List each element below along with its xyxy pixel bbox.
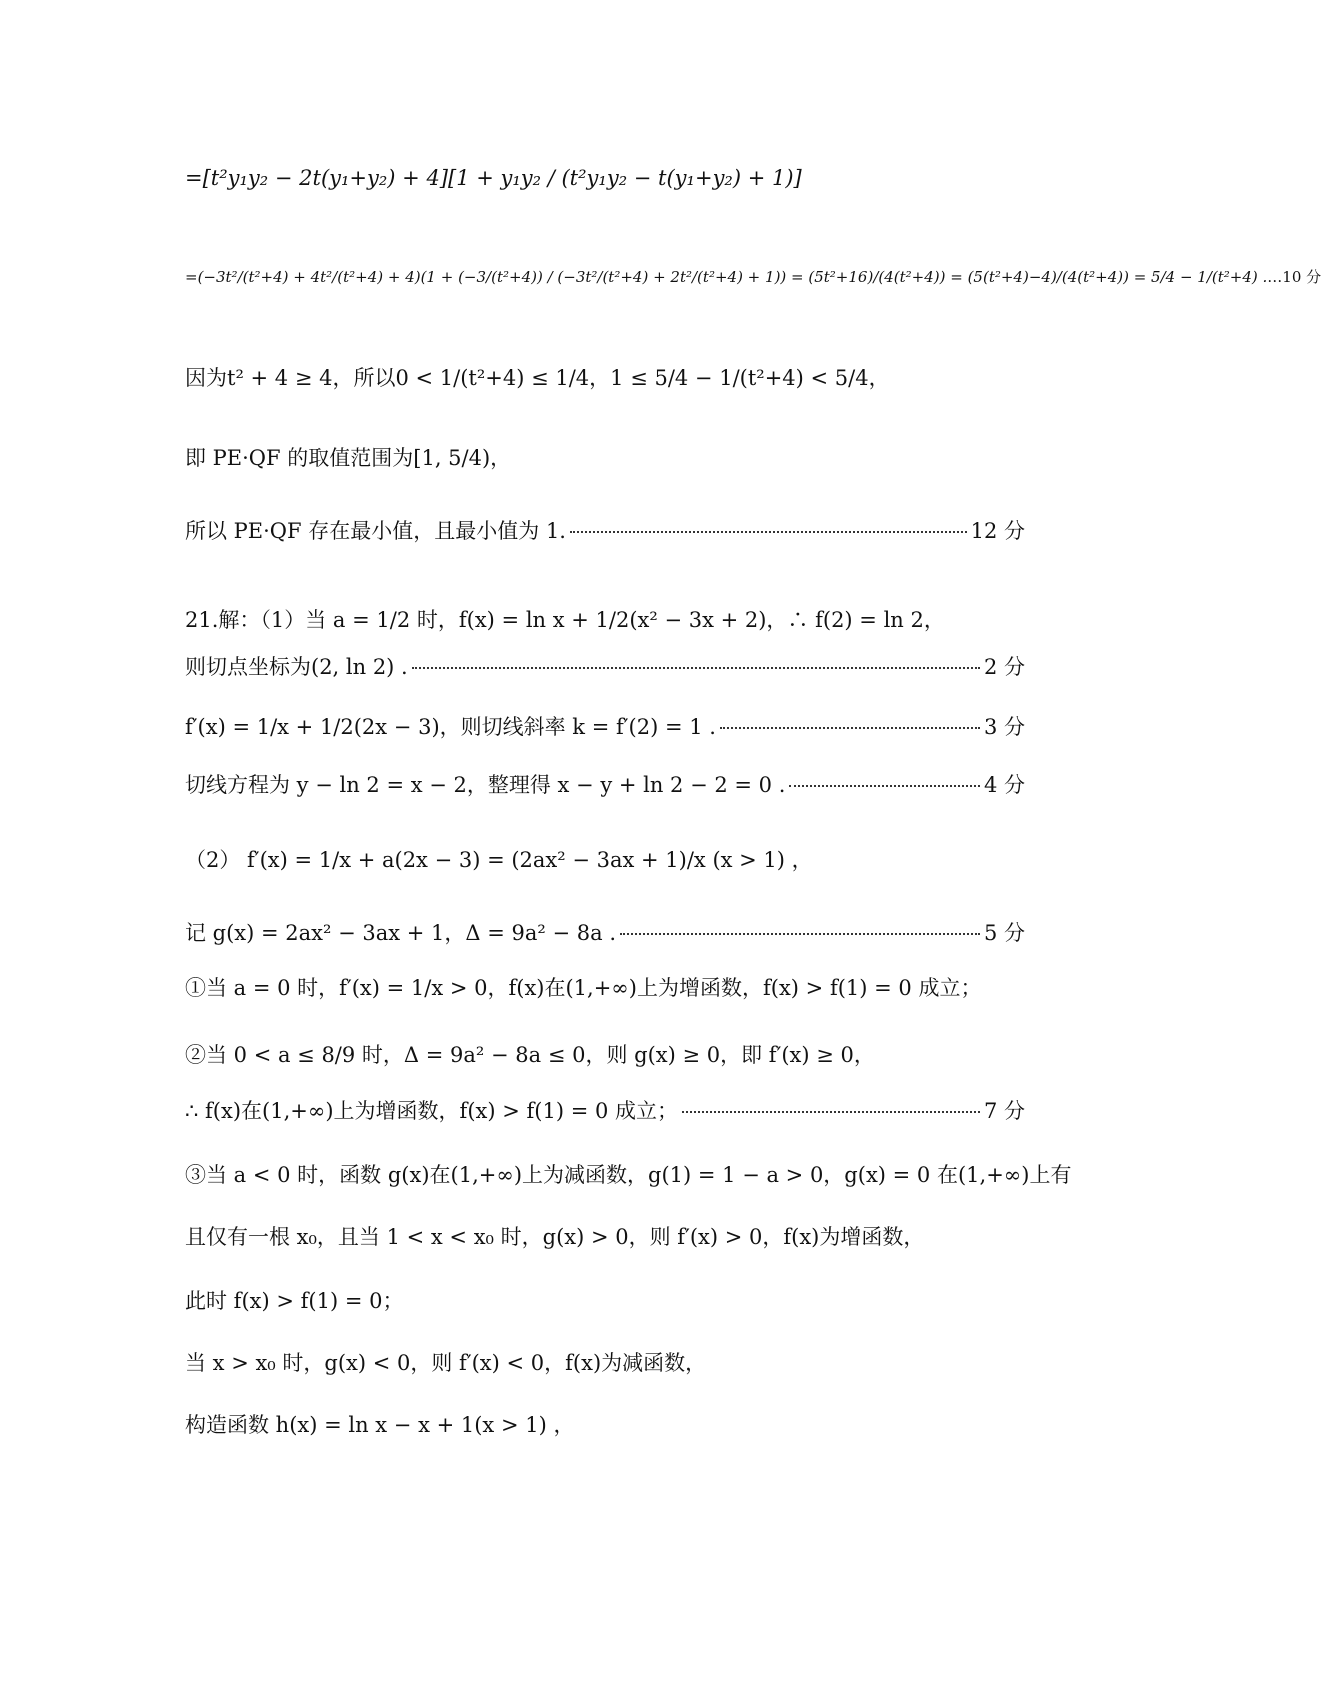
problem-21-line-3: f′(x) = 1/x + 1/2(2x − 3)，则切线斜率 k = f′(2) = 1 . 3 分 [185, 715, 1025, 739]
case-3-line-3: 此时 f(x) > f(1) = 0； [185, 1289, 404, 1313]
text-line-5: 所以 PE·QF 存在最小值，且最小值为 1. 12 分 [185, 519, 1025, 543]
problem-21-part2-line-1: （2） f′(x) = 1/x + a(2x − 3) = (2ax² − 3ax + 1)/x (x > 1) ， [185, 848, 813, 872]
dot-leader [412, 666, 980, 669]
equation-line-1: =[t²y₁y₂ − 2t(y₁+y₂) + 4][1 + y₁y₂ / (t²y₁y₂ − t(y₁+y₂) + 1)] [185, 166, 802, 190]
problem-21-line-4: 切线方程为 y − ln 2 = x − 2，整理得 x − y + ln 2 − 2 = 0 . 4 分 [185, 773, 1025, 797]
case-3-line-5: 构造函数 h(x) = ln x − x + 1(x > 1) ， [185, 1413, 575, 1437]
dot-leader [789, 784, 980, 787]
dot-leader [620, 932, 980, 935]
case-3-line-1: ③当 a < 0 时，函数 g(x)在(1,+∞)上为减函数，g(1) = 1 − a > 0，g(x) = 0 在(1,+∞)上有 [185, 1163, 1072, 1187]
case-3-line-2: 且仅有一根 x₀，且当 1 < x < x₀ 时，g(x) > 0，则 f′(x) > 0，f(x)为增函数， [185, 1225, 925, 1249]
case-2-line-1: ②当 0 < a ≤ 8/9 时，Δ = 9a² − 8a ≤ 0，则 g(x) ≥ 0，即 f′(x) ≥ 0， [185, 1043, 875, 1067]
equation-line-2: =(−3t²/(t²+4) + 4t²/(t²+4) + 4)(1 + (−3/(t²+4)) / (−3t²/(t²+4) + 2t²/(t²+4) + 1)) = (5t²+16)/(4(t²+4)) = (5(t²+4)−4)/(4(t²+4)) = 5/4 − 1/(t²+4) . …10 分 [185, 268, 1321, 286]
problem-21-line-1: 21.解：（1）当 a = 1/2 时，f(x) = ln x + 1/2(x² − 3x + 2)，∴ f(2) = ln 2， [185, 608, 945, 632]
text-line-3: 因为t² + 4 ≥ 4，所以0 < 1/(t²+4) ≤ 1/4，1 ≤ 5/4 − 1/(t²+4) < 5/4， [185, 366, 890, 390]
text-line-4: 即 PE·QF 的取值范围为[1, 5/4)， [185, 446, 512, 470]
case-2-line-2: ∴ f(x)在(1,+∞)上为增函数，f(x) > f(1) = 0 成立； 7 分 [185, 1099, 1025, 1123]
dot-leader [720, 726, 980, 729]
case-1-line: ①当 a = 0 时，f′(x) = 1/x > 0，f(x)在(1,+∞)上为增函数，f(x) > f(1) = 0 成立； [185, 976, 982, 1000]
dot-leader [570, 530, 967, 533]
dot-leader [682, 1110, 980, 1113]
case-3-line-4: 当 x > x₀ 时，g(x) < 0，则 f′(x) < 0，f(x)为减函数， [185, 1351, 707, 1375]
problem-21-line-2: 则切点坐标为(2, ln 2) . 2 分 [185, 655, 1025, 679]
problem-21-part2-line-2: 记 g(x) = 2ax² − 3ax + 1，Δ = 9a² − 8a . 5 分 [185, 921, 1025, 945]
